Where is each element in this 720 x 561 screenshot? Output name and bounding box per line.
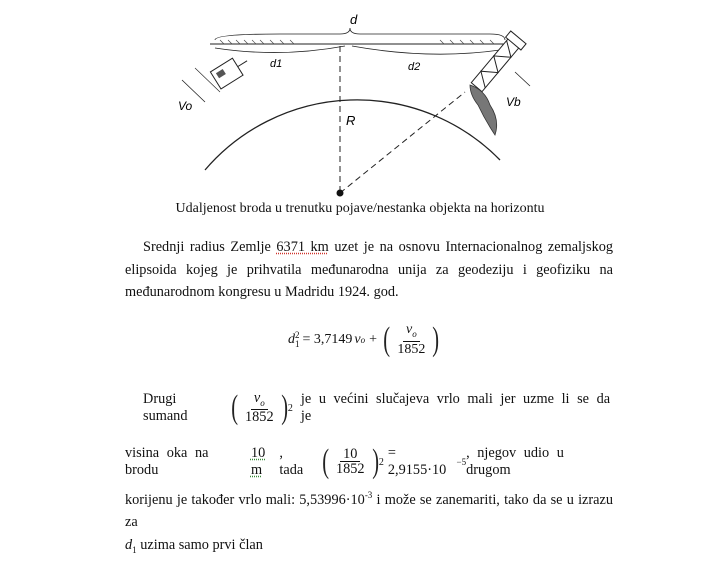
earth-arc [205,100,500,170]
paragraph-radius: Srednji radius Zemlje 6371 km uzet je na osnovu Internacionalnog zemaljskog elipsoida kojeg je prihvatila međunarodna unija za geodeziju i geofiziku na međunarodnom kongresu u Madridu 1924. god. [125,239,614,300]
horizon-diagram [160,10,560,200]
label-d: d [350,12,358,27]
d2-arc [352,46,500,54]
ship-observer [210,52,252,89]
vb-arrow [515,72,530,86]
height-value: 10 m [250,445,266,478]
label-d1: d1 [270,58,283,70]
center-to-object-line [340,92,465,193]
terrain-shape [470,85,497,135]
earth-center-dot [337,190,344,197]
label-Vo: Vo [178,99,193,113]
dimension-hatch [220,40,494,44]
d1-arc [215,46,345,53]
object-tower [469,31,526,94]
figure-caption: Udaljenost broda u trenutku pojave/nestanka objekta na horizontu [175,201,545,216]
label-d2: d2 [408,61,421,73]
radius-value: 6371 km [276,239,329,255]
d-brace [215,28,505,40]
paragraph-root: korijenu je također vrlo mali: $5,53996\cdot 10^{-3}$ i može se zanemariti, tako da se u izrazu za $d_1$ uzima samo prvi član [125,490,614,555]
paragraph-second-sumand: Drugi sumand ( $\frac{v_o}{1852}$ ) 2 je u većini slučajeva vrlo mali jer uzme li se da je [143,389,611,426]
label-Vb: Vb [506,95,521,109]
formula-d1: d 2 1 = 3,7149 v o + ( $\frac{v_o}{1852}$ ) [288,321,440,358]
label-R: R [346,113,356,128]
paragraph-eye-height: visina oka na brodu 10 m , tada ( $\frac{10}{1852}$ ) 2 = 2,9155·10 −5 , njegov udio u drugom [125,443,564,480]
